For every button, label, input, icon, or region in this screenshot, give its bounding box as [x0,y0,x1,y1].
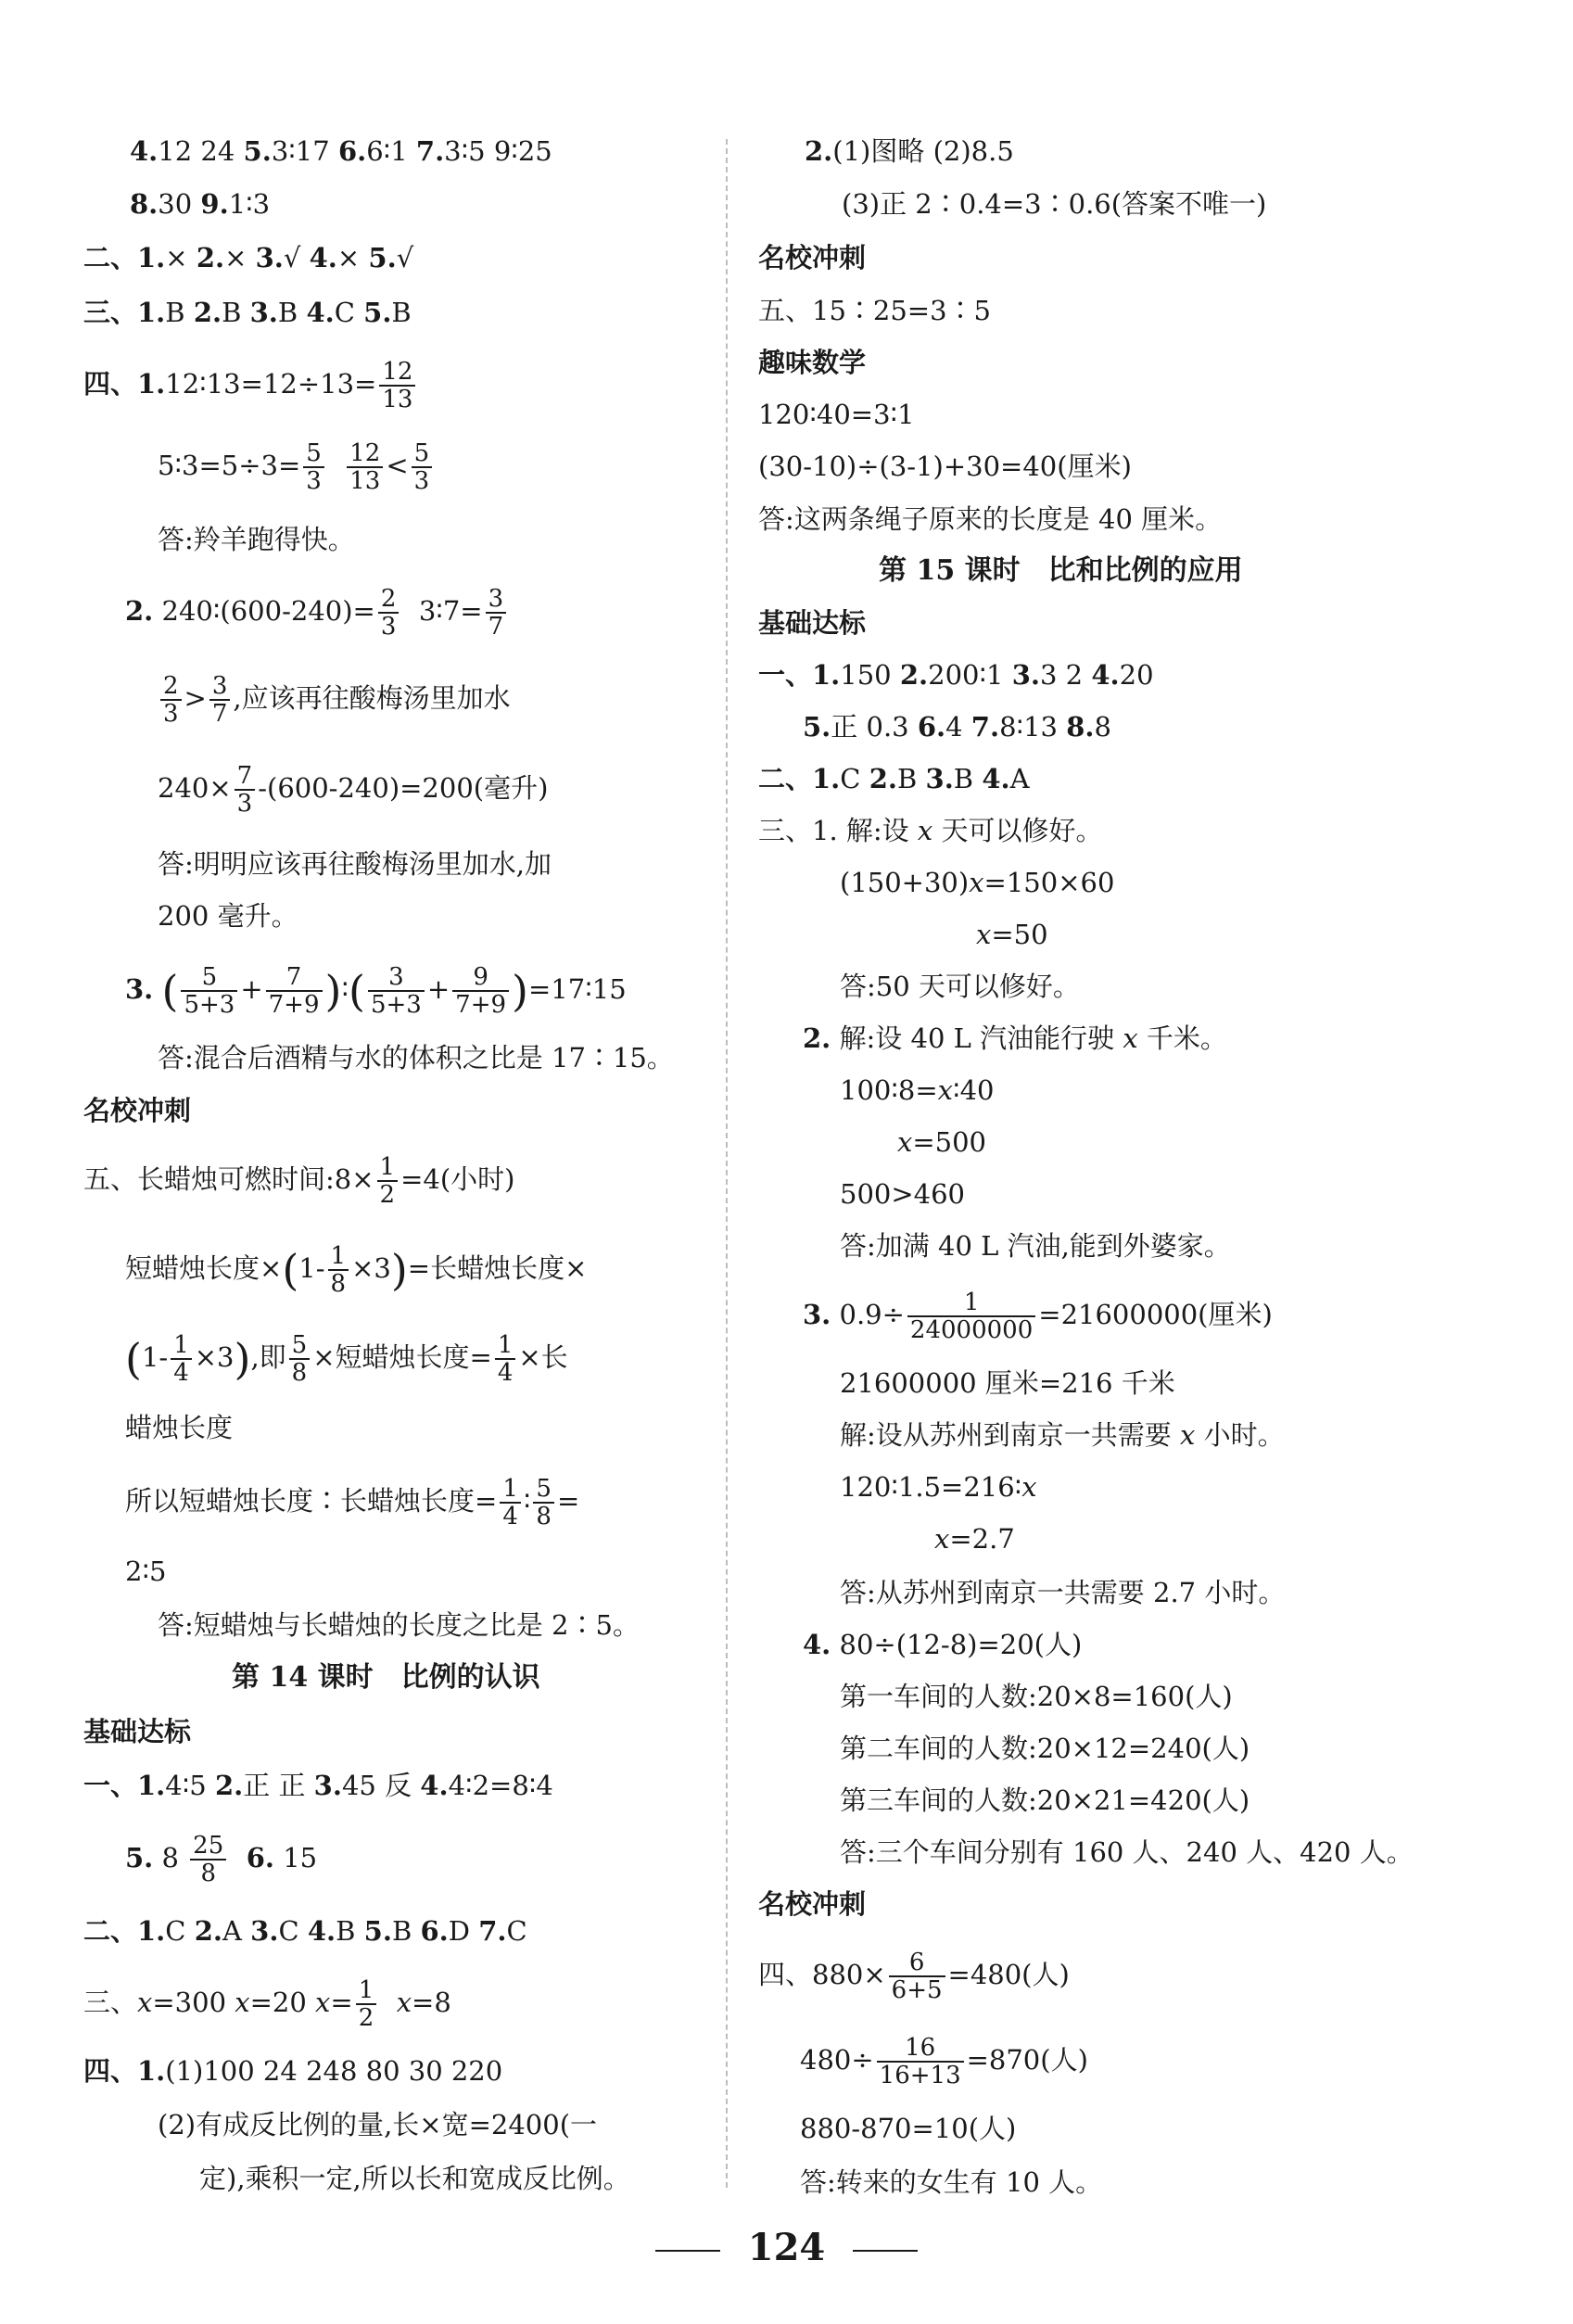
fraction: $\frac{3}{7}$ [209,673,231,727]
lesson-title: 第 15 课时 比和比例的应用 [879,554,1243,587]
answer-line: 一、1.150 2.200∶1 3.3 2 4.20 [758,659,1154,691]
fraction: $\frac{5}{8}$ [533,1476,554,1530]
answer-line: 答:转来的女生有 10 人。 [800,2166,1103,2198]
fraction: $\frac{1}{8}$ [328,1243,349,1297]
answer-line: 三、1. 解:设 x 天可以修好。 [758,815,1103,846]
answer-line: 答:从苏州到南京一共需要 2.7 小时。 [840,1577,1286,1608]
answer-line: (150+30)x=150×60 [840,867,1115,898]
answer-line: (1- $\frac{1}{4}$ ×3),即 $\frac{5}{8}$ ×短蜡烛长度= $\frac{1}{4}$ ×长 [125,1331,568,1387]
dash-left [655,2250,720,2252]
fraction: $\frac{3}{5+3}$ [368,964,425,1018]
fraction: $\frac{16}{16+13}$ [877,2035,964,2089]
answer-line: 答:短蜡烛与长蜡烛的长度之比是 2∶5。 [158,1609,640,1641]
answer-line: 21600000 厘米=216 千米 [840,1367,1175,1399]
fraction: $\frac{1}{2}$ [377,1154,399,1208]
answer-line: 答:混合后酒精与水的体积之比是 17∶15。 [158,1042,674,1073]
fraction: $\frac{7}{7+9}$ [266,964,323,1018]
answer-line: 二、1.C 2.A 3.C 4.B 5.B 6.D 7.C [83,1915,527,1947]
fraction: $\frac{6}{6+5}$ [889,1949,945,2003]
answer-line: 定),乘积一定,所以长和宽成反比例。 [199,2163,630,2194]
section-heading: 名校冲刺 [758,1888,867,1920]
answer-line: 所以短蜡烛长度∶长蜡烛长度= $\frac{1}{4}$ ∶ $\frac{5}{8}$ = [125,1475,580,1530]
answer-line: (2)有成反比例的量,长×宽=2400(一 [158,2109,598,2140]
answer-line: 解:设从苏州到南京一共需要 x 小时。 [840,1419,1285,1451]
answer-line: 240× $\frac{7}{3}$ -(600-240)=200(毫升) [158,762,549,818]
answer-line: 答:羚羊跑得快。 [158,524,355,555]
section-heading: 基础达标 [758,607,867,639]
answer-line: 8.30 9.1∶3 [130,188,271,220]
answer-line: 5∶3=5÷3= $\frac{5}{3}$ $\frac{12}{13}$ < $\frac{5}{3}$ [158,436,435,495]
fraction: $\frac{7}{3}$ [235,763,256,817]
answer-line: 二、1.C 2.B 3.B 4.A [758,763,1030,794]
fraction: $\frac{9}{7+9}$ [452,964,509,1018]
dash-right [853,2250,918,2252]
answer-line: 第二车间的人数:20×12=240(人) [840,1733,1250,1764]
answer-line: 答:明明应该再往酸梅汤里加水,加 [158,848,552,880]
fraction: $\frac{12}{13}$ [347,440,383,494]
page-number-text: 124 [747,2226,826,2269]
answer-line: 答:这两条绳子原来的长度是 40 厘米。 [758,503,1223,535]
answer-line: 三、x=300 x=20 x= $\frac{1}{2}$ x=8 [83,1976,451,2032]
answer-line: 3. 0.9÷ $\frac{1}{24000000}$ =21600000(厘米) [803,1289,1273,1344]
answer-line: 四、1.12∶13=12÷13= $\frac{12}{13}$ [83,354,418,413]
page-number [0,2225,1573,2271]
fraction: $\frac{5}{3}$ [303,440,324,494]
answer-line: 第三车间的人数:20×21=420(人) [840,1784,1250,1816]
answer-line: 120∶40=3∶1 [758,399,915,430]
section-heading: 趣味数学 [758,347,867,378]
lesson-title: 第 14 课时 比例的认识 [232,1661,540,1694]
answer-line: x=500 [897,1126,987,1158]
fraction: $\frac{5}{5+3}$ [181,964,237,1018]
answer-line: (30-10)÷(3-1)+30=40(厘米) [758,451,1132,482]
answer-line: 2.(1)图略 (2)8.5 [805,135,1014,167]
answer-line: 第一车间的人数:20×8=160(人) [840,1681,1233,1712]
section-heading: 基础达标 [83,1716,192,1747]
answer-line: 500>460 [840,1178,966,1210]
answer-line: 蜡烛长度 [125,1412,234,1443]
answer-line: 200 毫升。 [158,900,298,932]
answer-line: 五、15∶25=3∶5 [758,295,992,326]
fraction: $\frac{1}{24000000}$ [907,1289,1035,1343]
answer-line: 5. 8 $\frac{25}{8}$ 6. 15 [125,1832,318,1887]
fraction: $\frac{5}{8}$ [289,1332,311,1386]
answer-line: 3. ( $\frac{5}{5+3}$ + $\frac{7}{7+9}$ )∶( $\frac{3}{5+3}$ + $\frac{9}{7+9}$ )=17∶15 [125,963,627,1019]
answer-line: 4.12 24 5.3∶17 6.6∶1 7.3∶5 9∶25 [130,135,552,167]
fraction: $\frac{25}{8}$ [190,1833,226,1886]
answer-line: 四、880× $\frac{6}{6+5}$ =480(人) [758,1949,1070,2004]
fraction: $\frac{12}{13}$ [379,359,415,413]
answer-line: 五、长蜡烛可燃时间:8× $\frac{1}{2}$ =4(小时) [83,1153,515,1209]
fraction: $\frac{5}{3}$ [412,440,433,494]
fraction: $\frac{1}{4}$ [495,1332,516,1386]
answer-line: 2. 解:设 40 L 汽油能行驶 x 千米。 [803,1022,1227,1054]
answer-line: 答:50 天可以修好。 [840,971,1080,1002]
answer-line: 120∶1.5=216∶x [840,1471,1037,1503]
answer-line: 一、1.4∶5 2.正 正 3.45 反 4.4∶2=8∶4 [83,1770,553,1801]
section-heading: 名校冲刺 [758,242,867,273]
fraction: $\frac{2}{3}$ [160,673,182,727]
answer-line: (3)正 2∶0.4=3∶0.6(答案不唯一) [842,188,1267,220]
fraction: $\frac{1}{2}$ [356,1977,377,2031]
answer-line: 短蜡烛长度×(1- $\frac{1}{8}$ ×3)=长蜡烛长度× [125,1242,588,1298]
fraction: $\frac{3}{7}$ [486,586,507,640]
answer-line: x=50 [976,919,1048,950]
answer-line: 答:加满 40 L 汽油,能到外婆家。 [840,1230,1231,1262]
column-divider [726,139,728,2188]
answer-line: 四、1.(1)100 24 248 80 30 220 [83,2055,503,2087]
answer-line: 4. 80÷(12-8)=20(人) [803,1629,1083,1660]
answer-line: 三、1.B 2.B 3.B 4.C 5.B [83,297,412,328]
fraction: $\frac{1}{4}$ [500,1476,521,1530]
answer-line: 100∶8=x∶40 [840,1074,995,1106]
answer-line: 答:三个车间分别有 160 人、240 人、420 人。 [840,1836,1414,1868]
answer-line: 2. 240∶(600-240)= $\frac{2}{3}$ 3∶7= $\frac{3}{7}$ [125,581,509,641]
answer-line: 5.正 0.3 6.4 7.8∶13 8.8 [803,711,1111,743]
answer-line: 二、1.× 2.× 3.√ 4.× 5.√ [83,242,414,273]
answer-line: 480÷ $\frac{16}{16+13}$ =870(人) [800,2034,1088,2089]
answer-line: 880-870=10(人) [800,2113,1017,2144]
answer-line: 2∶5 [125,1556,167,1587]
section-heading: 名校冲刺 [83,1095,192,1126]
fraction: $\frac{2}{3}$ [378,586,400,640]
answer-line: $\frac{2}{3}$ > $\frac{3}{7}$ ,应该再往酸梅汤里加水 [158,668,511,728]
fraction: $\frac{1}{4}$ [171,1332,192,1386]
answer-line: x=2.7 [934,1523,1015,1555]
